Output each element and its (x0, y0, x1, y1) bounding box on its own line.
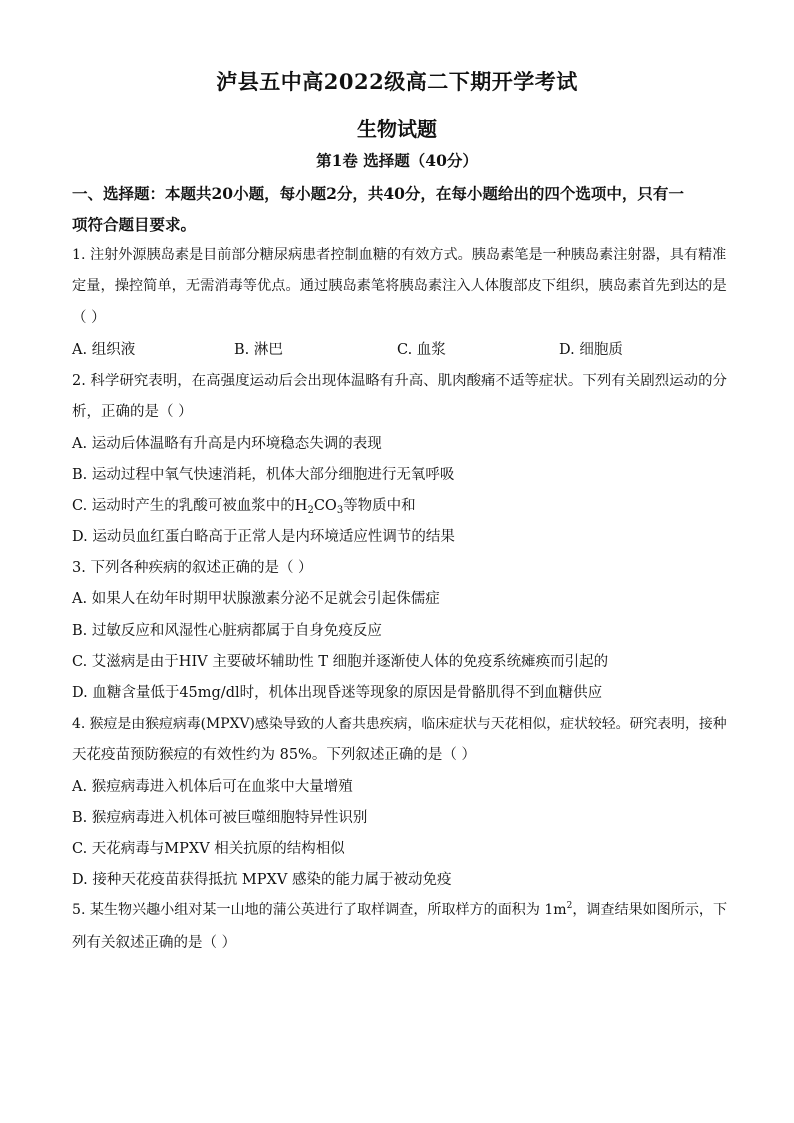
question-1-line-2: 定量，操控简单，无需消毒等优点。通过胰岛素笔将胰岛素注入人体腹部皮下组织，胰岛素首先到达的是 (72, 278, 727, 294)
question-4-option-d: D. 接种天花疫苗获得抵抗 MPXV 感染的能力属于被动免疫 (72, 872, 452, 888)
question-1-option-b: B. 淋巴 (234, 342, 283, 358)
question-2-option-b: B. 运动过程中氧气快速消耗，机体大部分细胞进行无氧呼吸 (72, 467, 455, 483)
question-3-option-b: B. 过敏反应和风湿性心脏病都属于自身免疫反应 (72, 623, 382, 639)
question-5-line-2: 列有关叙述正确的是（ ） (72, 935, 237, 951)
section-instruction (72, 178, 727, 240)
question-5-line-1: 5. 某生物兴趣小组对某一山地的蒲公英进行了取样调查，所取样方的面积为 $1m^2$，调查结果如图所示，下 (72, 901, 728, 918)
question-4-line-1: 4. 猴痘是由猴痘病毒(MPXV)感染导致的人畜共患疾病，临床症状与天花相似，症状较轻。研究表明，接种 (72, 716, 727, 732)
question-1-options (72, 338, 727, 360)
question-1-option-a: A. 组织液 (72, 342, 136, 358)
question-2-option-a: A. 运动后体温略有升高是内环境稳态失调的表现 (72, 436, 382, 452)
question-1-option-d: D. 细胞质 (559, 342, 623, 358)
question-1-line-3: （ ） (72, 310, 106, 326)
subject-title: 生物试题 (357, 117, 437, 141)
question-2-line-1: 2. 科学研究表明，在高强度运动后会出现体温略有升高、肌肉酸痛不适等症状。下列有关剧烈运动的分 (72, 373, 728, 389)
section-instruction-line-2: 项符合题目要求。 (72, 215, 197, 234)
question-1-line-1: 1. 注射外源胰岛素是目前部分糖尿病患者控制血糖的有效方式。胰岛素笔是一种胰岛素注射器，具有精准 (72, 247, 727, 263)
question-4-option-b: B. 猴痘病毒进入机体可被巨噬细胞特异性识别 (72, 810, 368, 826)
section-instruction-line-1: 一、选择题：本题共20小题，每小题2分，共40分，在每小题给出的四个选项中，只有一 (72, 184, 684, 203)
question-2-option-d: D. 运动员血红蛋白略高于正常人是内环境适应性调节的结果 (72, 529, 455, 545)
question-2-option-c: C. 运动时产生的乳酸可被血浆中的$H_2CO_3$等物质中和 (72, 498, 416, 516)
volume-heading: 第1卷 选择题（40分） (316, 151, 478, 170)
question-3-option-a: A. 如果人在幼年时期甲状腺激素分泌不足就会引起侏儒症 (72, 591, 440, 607)
question-1-option-c: C. 血浆 (397, 342, 446, 358)
exam-title: 泸县五中高2022级高二下期开学考试 (216, 69, 578, 94)
question-4-line-2: 天花疫苗预防猴痘的有效性约为 85%。下列叙述正确的是（ ） (72, 747, 476, 763)
question-4-option-a: A. 猴痘病毒进入机体后可在血浆中大量增殖 (72, 779, 353, 795)
question-3-option-d: D. 血糖含量低于45mg/dl时，机体出现昏迷等现象的原因是骨骼肌得不到血糖供应 (72, 685, 603, 701)
question-3-stem: 3. 下列各种疾病的叙述正确的是（ ） (72, 560, 313, 576)
question-2-line-2: 析，正确的是（ ） (72, 404, 193, 420)
question-3-option-c: C. 艾滋病是由于HIV 主要破坏辅助性 T 细胞并逐渐使人体的免疫系统瘫痪而引起的 (72, 654, 609, 670)
question-4-option-c: C. 天花病毒与MPXV 相关抗原的结构相似 (72, 841, 345, 857)
